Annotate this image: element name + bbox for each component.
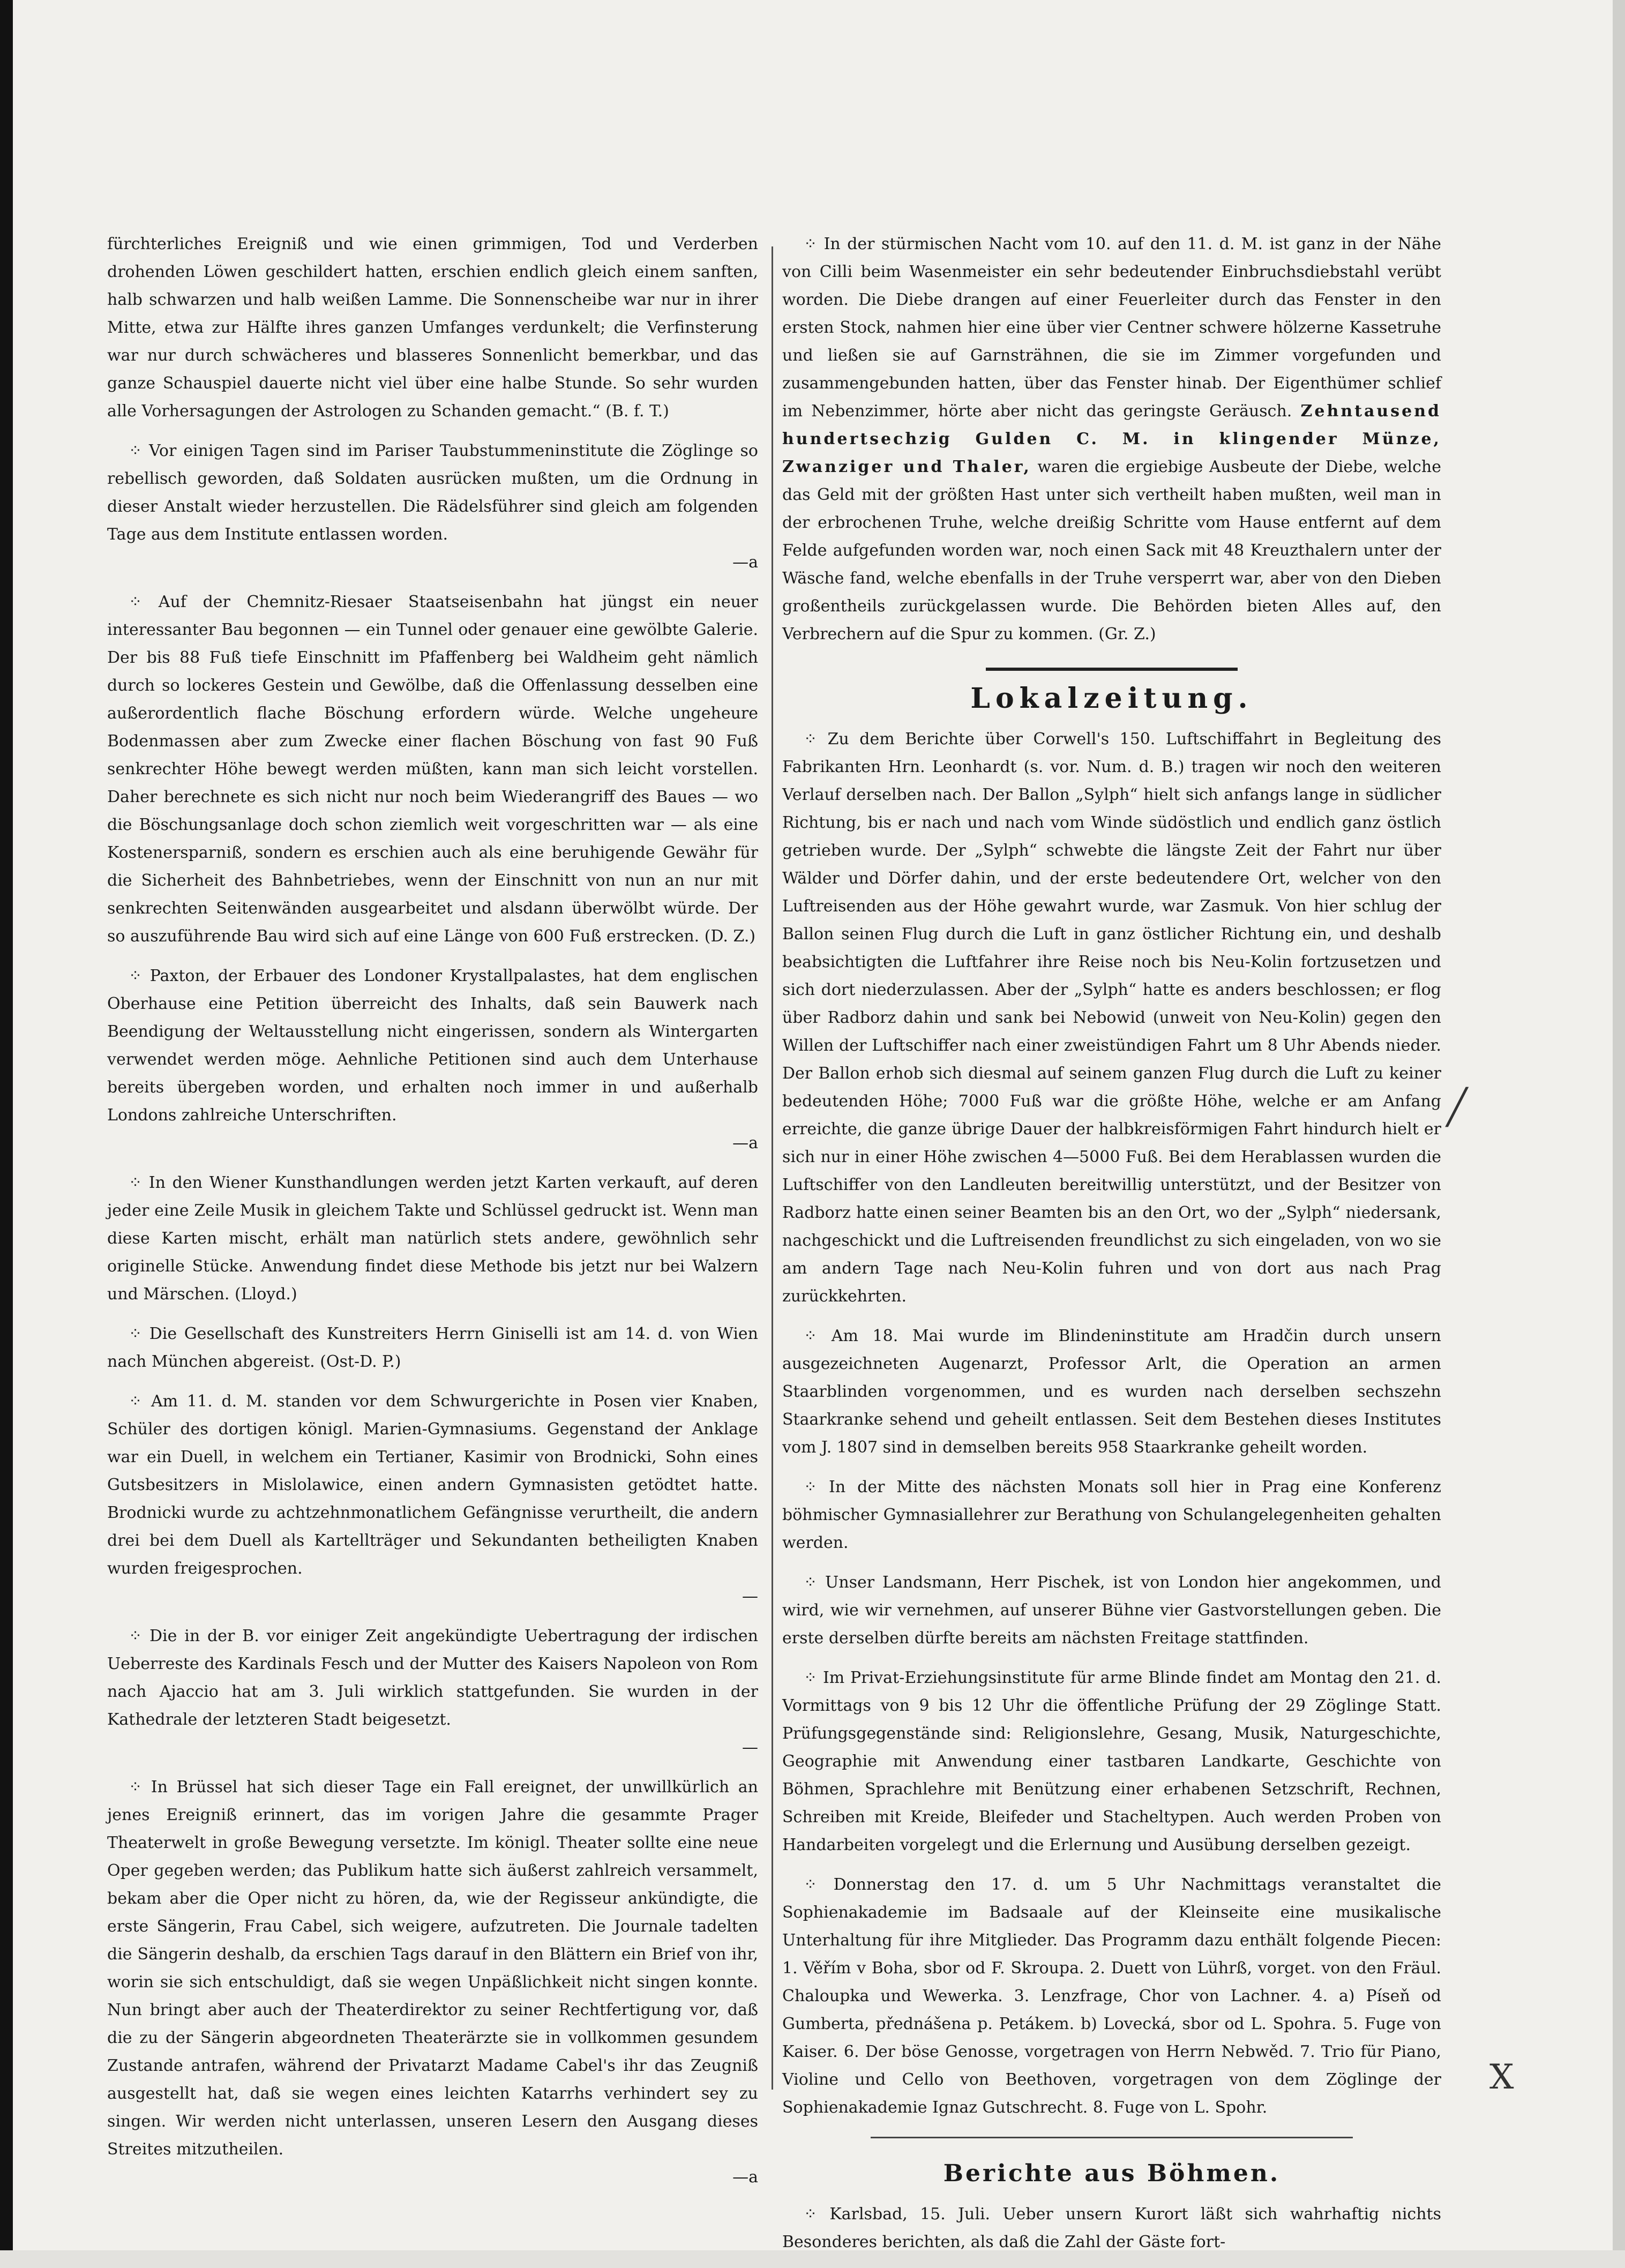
article-blind-institute: ⁘ Am 18. Mai wurde im Blindeninstitute am Hradčin durch unsern ausgezeichneten Augenarzt, Professor Arlt, die Operation an armen Staarblinden vorgenommen, und es wurden nach derselben sechszehn Staarkranke sehend und geheilt entlassen. Seit dem Bestehen dieses Institutes vom J. 1807 sind in demselben bereits 958 Staarkranke geheilt worden. xyxy=(782,1327,1441,1457)
section-separator xyxy=(871,2137,1353,2138)
scan-right-edge xyxy=(1613,0,1625,2250)
margin-pencil-mark: ╱ xyxy=(1447,1088,1467,1127)
article-conference: ⁘ In der Mitte des nächsten Monats soll hier in Prag eine Konferenz böhmischer Gymnasiallehrer zur Berathung von Schulangelegenheiten gehalten werden. xyxy=(782,1478,1441,1552)
column-rule xyxy=(772,246,773,2090)
section-separator xyxy=(986,668,1238,671)
lokalzeitung-heading: Lokalzeitung. xyxy=(970,682,1253,715)
spaced-emphasis: Zehntausend hundertsechzig Gulden C. M. in klingender Münze, Zwanziger und Thaler, xyxy=(782,402,1441,476)
left-column xyxy=(107,230,758,2203)
article-exam: ⁘ Im Privat-Erziehungsinstitute für arme Blinde findet am Montag den 21. d. Vormittags von 9 bis 12 Uhr die öffentliche Prüfung der 29 Zöglinge Statt. Prüfungsgegenstände sind: Religionslehre, Gesang, Musik, Naturgeschichte, Geographie mit Anwendung einer tastbaren Landkarte, Geschichte von Böhmen, Sprachlehre mit Benützung einer erhabenen Setzschrift, Rechnen, Schreiben mit Kreide, Bleifeder und Stacheltypen. Auch werden Proben von Handarbeiten vorgelegt und die Erlernung und Ausübung derselben gezeigt. xyxy=(782,1668,1441,1854)
article-railway: ⁘ Auf der Chemnitz-Riesaer Staatseisenbahn hat jüngst ein neuer interessanter Bau begonnen — ein Tunnel oder genauer eine gewölbte Galerie. Der bis 88 Fuß tiefe Einschnitt im Pfaffenberg bei Waldheim geht nämlich durch so lockeres Gestein und Gewölbe, daß die Offenlassung desselben eine außerordentlich flache Böschung erfordern würde. Welche ungeheure Bodenmassen aber zum Zwecke einer flachen Böschung von fast 90 Fuß senkrechter Höhe bewegt werden müßten, kann man sich leicht vorstellen. Daher berechnete es sich nicht nur noch beim Wiederangriff des Baues — wo die Böschungsanlage doch schon ziemlich weit vorgeschritten war — als eine Kostenersparniß, sondern es erschien auch als eine beruhigende Gewähr für die Sicherheit des Bahnbetriebes, wenn der Einschnitt von nun an nur mit senkrechten Seitenwänden ausgearbeitet und alsdann überwölbt würde. Der so auszuführende Bau wird sich auf eine Länge von 600 Fuß erstrecken. (D. Z.) xyxy=(107,593,758,946)
article-signature: — xyxy=(742,1587,758,1606)
article-posen: ⁘ Am 11. d. M. standen vor dem Schwurgerichte in Posen vier Knaben, Schüler des dortigen königl. Marien-Gymnasiums. Gegenstand der Anklage war ein Duell, in welchem ein Tertianer, Kasimir von Brodnicki, Sohn eines Gutsbesitzers in Mislolawice, einen andern Gymnasisten getödtet hatte. Brodnicki wurde zu achtzehnmonatlichem Gefängnisse verurtheilt, die andern drei bei dem Duell als Kartellträger und Sekundanten betheiligten Knaben wurden freigesprochen. — xyxy=(107,1388,758,1611)
berichte-heading: Berichte aus Böhmen. xyxy=(943,2160,1280,2187)
article-cilli: ⁘ In der stürmischen Nacht vom 10. auf den 11. d. M. ist ganz in der Nähe von Cilli beim Wasenmeister ein sehr bedeutender Einbruchsdiebstahl verübt worden. Die Diebe drangen auf einer Feuerleiter durch das Fenster in den ersten Stock, nahmen hier eine über vier Centner schwere hölzerne Kassetruhe und ließen sie auf Garnsträhnen, die sie im Zimmer vorgefunden und zusammengebunden hatten, über das Fenster hinab. Der Eigenthümer schlief im Nebenzimmer, hörte aber nicht das geringste Geräusch. Zehntausend hundertsechzig Gulden C. M. in klingender Münze, Zwanziger und Thaler, waren die ergiebige Ausbeute der Diebe, welche das Geld mit der größten Hast unter sich vertheilt haben mußten, weil man in der erbrochenen Truhe, welche dreißig Schritte vom Hause entfernt auf dem Felde aufgefunden worden war, noch einen Sack mit 48 Kreuzthalern unter der Wäsche fand, welche ebenfalls in der Truhe versperrt war, aber von den Dieben großentheils zurückgelassen wurde. Die Behörden bieten Alles auf, den Verbrechern auf die Spur zu kommen. (Gr. Z.) xyxy=(782,235,1441,643)
article-paxton: ⁘ Paxton, der Erbauer des Londoner Krystallpalastes, hat dem englischen Oberhause eine Petition überreicht des Inhalts, daß sein Bauwerk nach Beendigung der Weltausstellung nicht eingerissen, sondern als Wintergarten verwendet werden möge. Aehnliche Petitionen sind auch dem Unterhause bereits übergeben worden, und erhalten noch immer in und außerhalb Londons zahlreiche Unterschriften. —a xyxy=(107,962,758,1157)
article-ginisell: ⁘ Die Gesellschaft des Kunstreiters Herrn Giniselli ist am 14. d. von Wien nach München abgereist. (Ost-D. P.) xyxy=(107,1324,758,1371)
article-paris: ⁘ Vor einigen Tagen sind im Pariser Taubstummeninstitute die Zöglinge so rebellisch geworden, daß Soldaten ausrücken mußten, um die Ordnung in dieser Anstalt wieder herzustellen. Die Rädelsführer sind gleich am folgenden Tage aus dem Institute entlassen worden. —a xyxy=(107,437,758,577)
article-vienna-cards: ⁘ In den Wiener Kunsthandlungen werden jetzt Karten verkauft, auf deren jeder eine Zeile Musik in gleichem Takte und Schlüssel gedruckt ist. Wenn man diese Karten mischt, erhält man natürlich stets andere, gewöhnlich sehr originelle Stücke. Anwendung findet diese Methode bis jetzt nur bei Walzern und Märschen. (Lloyd.) xyxy=(107,1173,758,1304)
article-continuation: fürchterliches Ereigniß und wie einen grimmigen, Tod und Verderben drohenden Löwen geschildert hatten, erschien endlich gleich einem sanften, halb schwarzen und halb weißen Lamme. Die Sonnenscheibe war nur in ihrer Mitte, etwa zur Hälfte ihres ganzen Umfanges verdunkelt; die Verfinsterung war nur durch schwächeres und blasseres Sonnenlicht bemerkbar, und das ganze Schauspiel dauerte nicht viel über eine halbe Stunde. So sehr wurden alle Vorhersagungen der Astrologen zu Schanden gemacht.“ (B. f. T.) xyxy=(107,235,758,421)
article-sophienakademie: ⁘ Donnerstag den 17. d. um 5 Uhr Nachmittags veranstaltet die Sophienakademie im Badsaale auf der Kleinseite eine musikalische Unterhaltung für ihre Mitglieder. Das Programm dazu enthält folgende Piecen: 1. Věřím v Boha, sbor od F. Skroupa. 2. Duett von Lührß, vorget. von den Fräul. Chaloupka und Wewerka. 3. Lenzfrage, Chor von Lachner. 4. a) Píseň od Gumberta, přednášena p. Petákem. b) Lovecká, sbor od L. Spohra. 5. Fuge von Kaiser. 6. Der böse Genosse, vorgetragen von Herrn Nebwěd. 7. Trio für Piano, Violine und Cello von Beethoven, vorgetragen von dem Zöglinge der Sophienakademie Ignaz Gutschrecht. 8. Fuge von L. Spohr. xyxy=(782,1875,1441,2117)
article-pischek: ⁘ Unser Landsmann, Herr Pischek, ist von London hier angekommen, und wird, wie wir vernehmen, auf unserer Bühne vier Gastvorstellungen geben. Die erste derselben dürfte bereits am nächsten Freitage stattfinden. xyxy=(782,1573,1441,1648)
article-balloon: ⁘ Zu dem Berichte über Corwell's 150. Luftschiffahrt in Begleitung des Fabrikanten Hrn. Leonhardt (s. vor. Num. d. B.) tragen wir noch den weiteren Verlauf derselben nach. Der Ballon „Sylph“ hielt sich anfangs lange in südlicher Richtung, bis er nach und nach vom Winde südöstlich und endlich ganz östlich getrieben wurde. Der „Sylph“ schwebte die längste Zeit der Fahrt nur über Wälder und Dörfer dahin, und der erste bedeutendere Ort, welcher von den Luftreisenden aus der Höhe gewahrt wurde, war Zasmuk. Von hier schlug der Ballon seinen Flug durch die Luft in ganz östlicher Richtung ein, und deshalb beabsichtigten die Luftfahrer ihre Reise noch bis Neu-Kolin fortzusetzen und sich dort niederzulassen. Aber der „Sylph“ hatte es anders beschlossen; er flog über Radborz dahin und sank bei Nebowid (unweit von Neu-Kolin) gegen den Willen der Luftschiffer nach einer zweistündigen Fahrt um 8 Uhr Abends nieder. Der Ballon erhob sich diesmal auf seinem ganzen Flug durch die Luft zu keiner bedeutenden Höhe; 7000 Fuß war die größte Höhe, welche er am Anfang erreichte, die ganze übrige Dauer der halbkreisförmigen Fahrt hindurch hielt er sich nur in einer Höhe zwischen 4—5000 Fuß. Bei dem Herablassen wurden die Luftschiffer von den Landleuten bereitwillig unterstützt, und der Besitzer von Radborz hatte einen seiner Beamten bis an den Ort, wo der „Sylph“ niedersank, nachgeschickt und die Luftreisenden freundlichst zu sich eingeladen, von wo sie am andern Tage nach Neu-Kolin fuhren und von dort aus nach Prag zurückkehrten. xyxy=(782,730,1441,1306)
article-signature: —a xyxy=(732,1134,758,1152)
article-signature: —a xyxy=(732,2168,758,2187)
scan-binding-edge xyxy=(0,0,13,2250)
article-signature: — xyxy=(742,1738,758,1757)
article-signature: —a xyxy=(732,553,758,572)
article-napoleon: ⁘ Die in der B. vor einiger Zeit angekündigte Uebertragung der irdischen Ueberreste des Kardinals Fesch und der Mutter des Kaisers Napoleon von Rom nach Ajaccio hat am 3. Juli wirklich stattgefunden. Sie wurden in der Kathedrale der letzteren Stadt beigesetzt. — xyxy=(107,1622,758,1762)
article-karlsbad: ⁘ Karlsbad, 15. Juli. Ueber unsern Kurort läßt sich wahrhaftig nichts Besonderes berichten, als daß die Zahl der Gäste fort- xyxy=(782,2205,1441,2251)
right-column xyxy=(782,230,1441,2268)
article-brussels: ⁘ In Brüssel hat sich dieser Tage ein Fall ereignet, der unwillkürlich an jenes Ereigniß erinnert, das im vorigen Jahre die gesammte Prager Theaterwelt in große Bewegung versetzte. Im königl. Theater sollte eine neue Oper gegeben werden; das Publikum hatte sich äußerst zahlreich versammelt, bekam aber die Oper nicht zu hören, da, wie der Regisseur ankündigte, die erste Sängerin, Frau Cabel, sich weigere, aufzutreten. Die Journale tadelten die Sängerin deshalb, da erschien Tags darauf in den Blättern ein Brief von ihr, worin sie sich entschuldigt, daß sie wegen Unpäßlichkeit nicht singen konnte. Nun bringt aber auch der Theaterdirektor zu seiner Rechtfertigung vor, daß die zu der Sängerin abgeordneten Theaterärzte sie in vollkommen gesundem Zustande antrafen, während der Privatarzt Madame Cabel's ihr das Zeugniß ausgestellt hat, daß sie wegen eines leichten Katarrhs verhindert sey zu singen. Wir werden nicht unterlassen, unseren Lesern den Ausgang dieses Streites mitzutheilen. —a xyxy=(107,1773,758,2191)
margin-pencil-mark: X xyxy=(1489,2057,1514,2097)
